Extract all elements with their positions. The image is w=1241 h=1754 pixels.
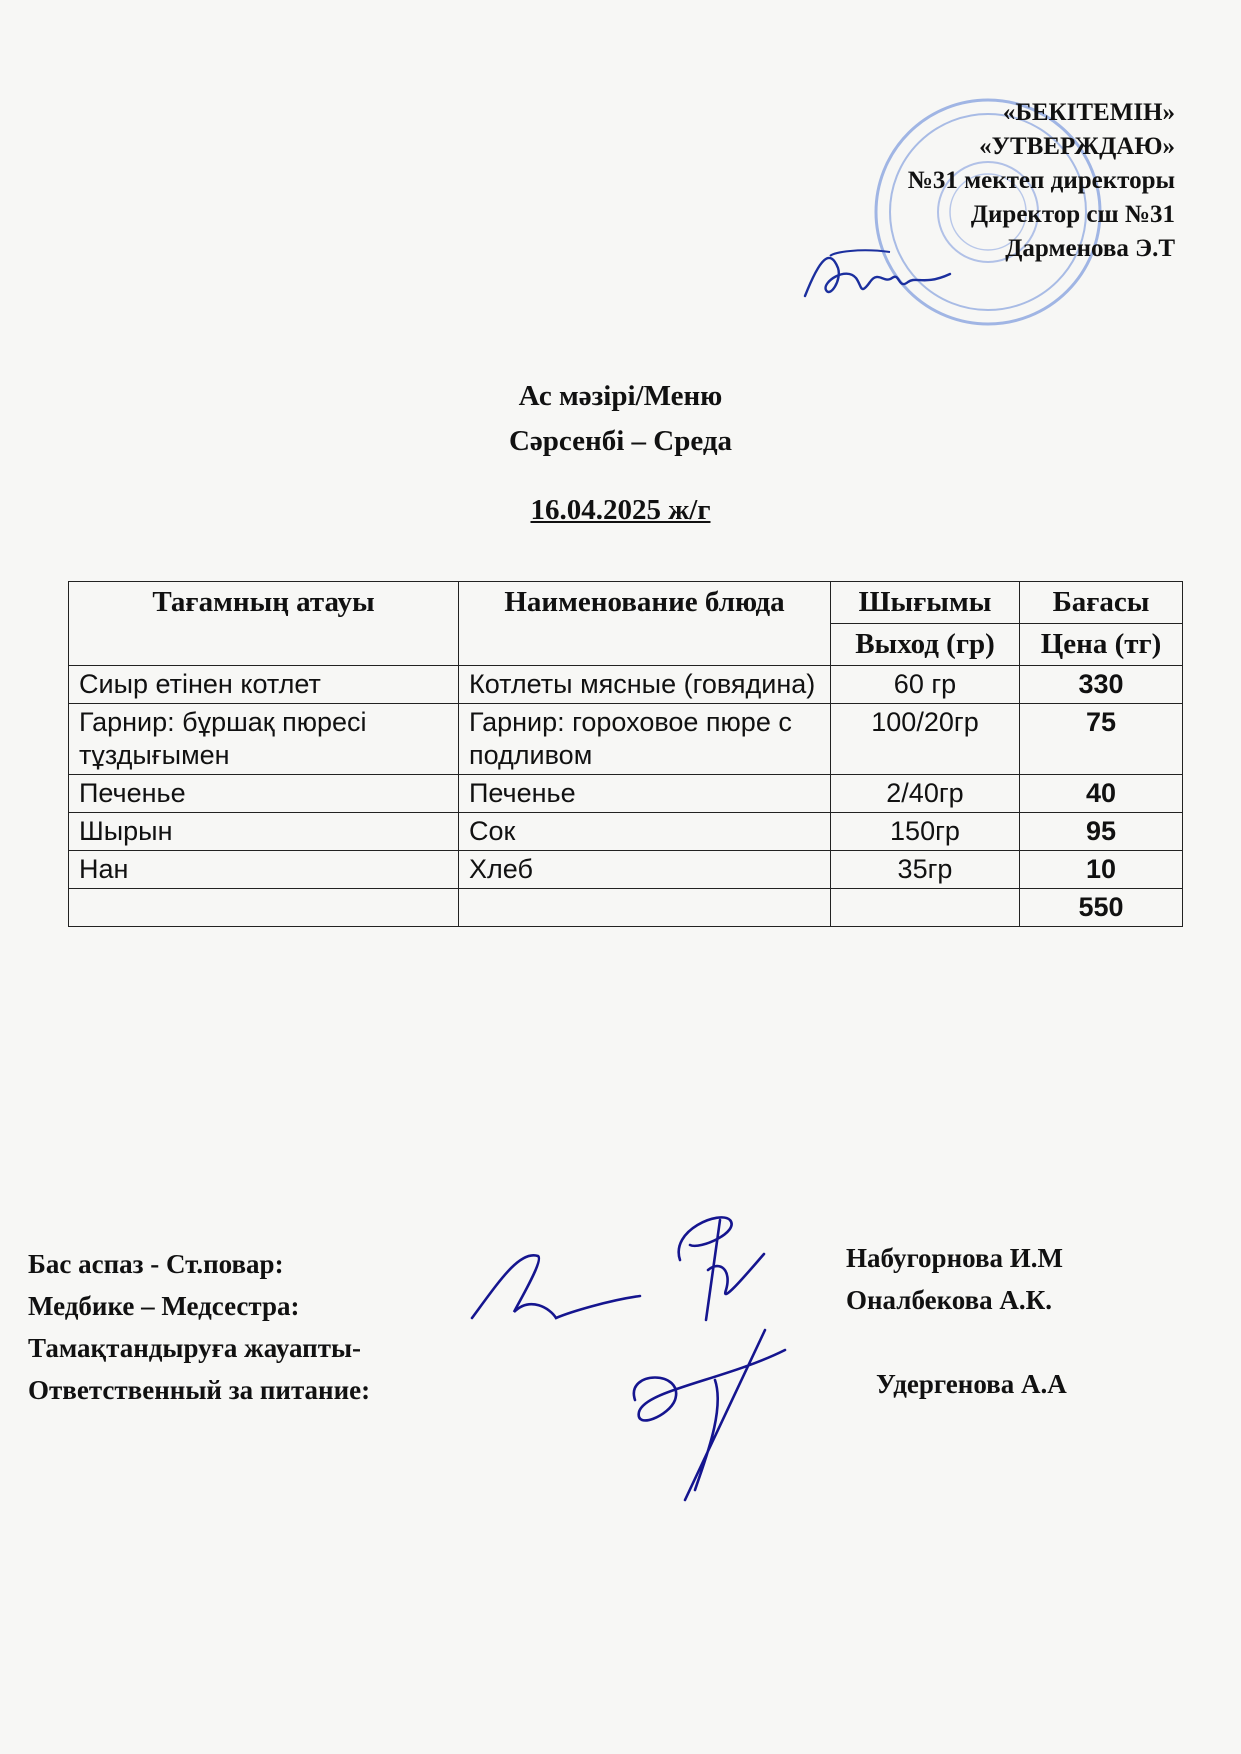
table-row bbox=[69, 666, 1183, 704]
portion: 60 гр bbox=[831, 666, 1020, 704]
menu-title: Ас мәзірі/Меню bbox=[518, 380, 723, 412]
table-row bbox=[69, 704, 1183, 775]
price: 40 bbox=[1020, 775, 1183, 813]
dish-kz: Шырын bbox=[69, 813, 459, 851]
price: 10 bbox=[1020, 851, 1183, 889]
nurse-signature bbox=[660, 1210, 770, 1325]
dish-ru: Котлеты мясные (говядина) bbox=[459, 666, 831, 704]
portion: 150гр bbox=[831, 813, 1020, 851]
header-dish-ru: Наименование блюда bbox=[459, 582, 831, 666]
portion: 35гр bbox=[831, 851, 1020, 889]
approval-director-name: Дарменова Э.Т bbox=[1005, 235, 1175, 262]
dish-kz: Печенье bbox=[69, 775, 459, 813]
chef-label: Бас аспаз - Ст.повар: bbox=[28, 1249, 284, 1279]
price: 330 bbox=[1020, 666, 1183, 704]
dish-kz: Гарнир: бұршақ пюресі тұздығымен bbox=[69, 704, 459, 775]
responsible-signature bbox=[615, 1320, 815, 1510]
responsible-name: Удергенова А.А bbox=[876, 1369, 1067, 1399]
menu-day: Сәрсенбі – Среда bbox=[508, 425, 733, 457]
dish-ru: Гарнир: гороховое пюре с подливом bbox=[459, 704, 831, 775]
responsible-label-kz: Тамақтандыруға жауапты- bbox=[28, 1333, 362, 1363]
dish-ru: Печенье bbox=[459, 775, 831, 813]
header-price-kz: Бағасы bbox=[1020, 582, 1183, 624]
approval-line-kz: «БЕКІТЕМІН» bbox=[1002, 99, 1175, 126]
total-price: 550 bbox=[1020, 889, 1183, 927]
chef-signature bbox=[460, 1200, 660, 1330]
dish-ru: Хлеб bbox=[459, 851, 831, 889]
responsible-label-ru: Ответственный за питание: bbox=[28, 1375, 371, 1405]
menu-date-wrap bbox=[0, 494, 1241, 527]
approval-line-ru: «УТВЕРЖДАЮ» bbox=[979, 133, 1175, 160]
price: 95 bbox=[1020, 813, 1183, 851]
nurse-label: Медбике – Медсестра: bbox=[28, 1291, 300, 1321]
header-row-top bbox=[69, 582, 1183, 624]
table-row bbox=[69, 775, 1183, 813]
total-row bbox=[69, 889, 1183, 927]
header-portion-ru: Выход (гр) bbox=[831, 624, 1020, 666]
dish-kz: Сиыр етінен котлет bbox=[69, 666, 459, 704]
approval-position-kz: №31 мектеп директоры bbox=[907, 167, 1175, 194]
price: 75 bbox=[1020, 704, 1183, 775]
header-price-ru: Цена (тг) bbox=[1020, 624, 1183, 666]
approval-block bbox=[908, 96, 1175, 266]
signature-labels bbox=[28, 1243, 370, 1411]
table-row bbox=[69, 813, 1183, 851]
portion: 100/20гр bbox=[831, 704, 1020, 775]
approval-position-ru: Директор сш №31 bbox=[970, 201, 1175, 228]
menu-table bbox=[68, 581, 1183, 927]
table-row bbox=[69, 851, 1183, 889]
nurse-name: Оналбекова А.К. bbox=[846, 1285, 1053, 1315]
menu-date: 16.04.2025 ж/г bbox=[530, 494, 711, 526]
header-dish-kz: Тағамның атауы bbox=[69, 582, 459, 666]
portion: 2/40гр bbox=[831, 775, 1020, 813]
dish-kz: Нан bbox=[69, 851, 459, 889]
chef-name: Набугорнова И.М bbox=[846, 1243, 1064, 1273]
dish-ru: Сок bbox=[459, 813, 831, 851]
header-portion-kz: Шығымы bbox=[831, 582, 1020, 624]
